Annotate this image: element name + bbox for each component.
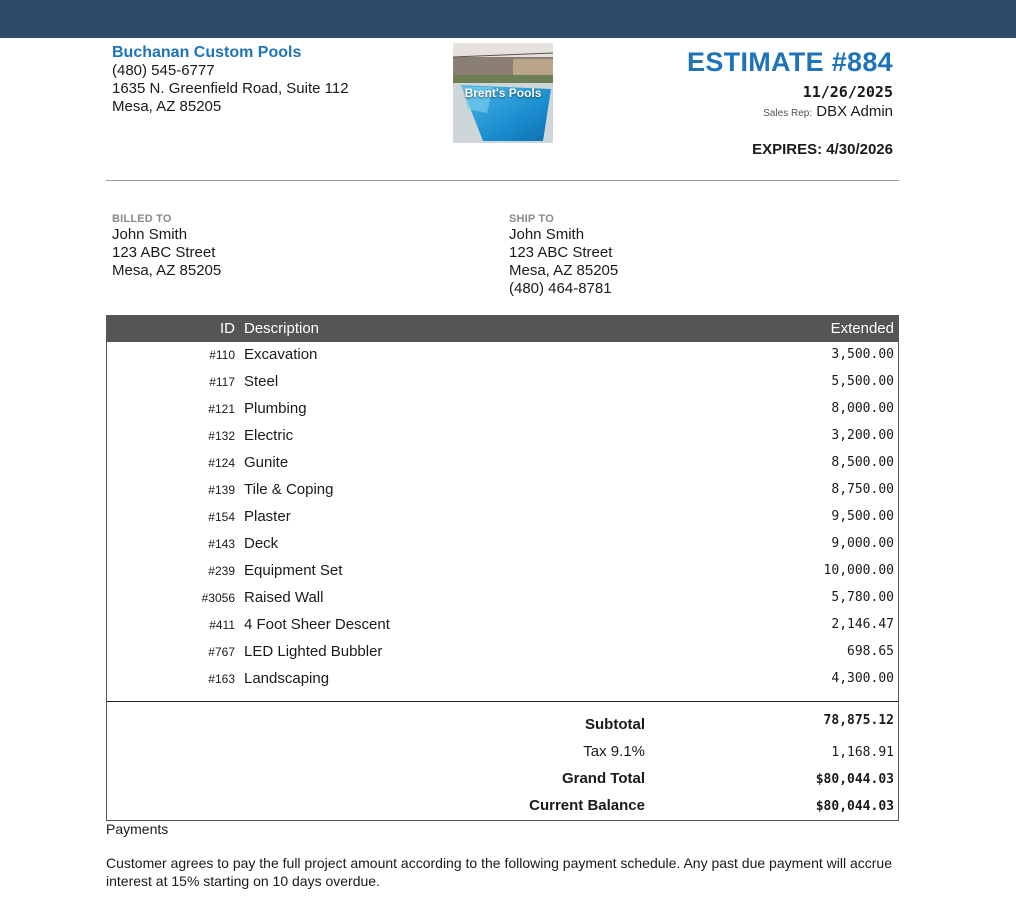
column-header-extended: Extended xyxy=(830,320,894,337)
table-row xyxy=(107,531,898,558)
item-extended: 4,300.00 xyxy=(831,671,894,686)
table-row xyxy=(107,396,898,423)
billed-to-label: BILLED TO xyxy=(112,213,172,225)
table-header xyxy=(107,316,898,342)
subtotal-row xyxy=(107,713,898,743)
item-extended: 10,000.00 xyxy=(823,563,894,578)
tax-row xyxy=(107,743,898,770)
item-extended: 9,500.00 xyxy=(831,509,894,524)
current-balance-label: Current Balance xyxy=(529,797,645,814)
payments-heading: Payments xyxy=(106,821,169,837)
sales-rep-name: DBX Admin xyxy=(816,103,893,120)
table-row xyxy=(107,423,898,450)
item-description: Plumbing xyxy=(244,400,307,417)
payment-terms: Customer agrees to pay the full project amount according to the following payment schedule. Any past due payment will accrue interest at 15% starting on 10 days overdue. xyxy=(106,855,892,889)
item-id: #767 xyxy=(208,645,235,659)
table-row xyxy=(107,639,898,666)
item-description: Plaster xyxy=(244,508,291,525)
item-id: #121 xyxy=(208,402,235,416)
billed-to-name: John Smith xyxy=(112,226,188,243)
table-row xyxy=(107,666,898,693)
current-balance-row xyxy=(107,797,898,824)
item-id: #117 xyxy=(209,375,235,389)
item-id: #239 xyxy=(208,564,235,578)
current-balance-value: $80,044.03 xyxy=(815,799,894,814)
item-extended: 8,000.00 xyxy=(831,401,894,416)
company-name: Buchanan Custom Pools xyxy=(112,44,302,61)
item-extended: 698.65 xyxy=(847,644,894,659)
logo-text: Brent's Pools xyxy=(464,86,542,100)
estimate-date: 11/26/2025 xyxy=(802,83,893,101)
item-id: #411 xyxy=(209,618,235,632)
item-description: Excavation xyxy=(244,346,318,363)
item-description: LED Lighted Bubbler xyxy=(244,643,383,660)
item-extended: 5,500.00 xyxy=(831,374,894,389)
company-logo xyxy=(453,43,553,143)
tax-label: Tax 9.1% xyxy=(583,743,645,760)
table-row xyxy=(107,585,898,612)
top-banner xyxy=(0,0,1016,38)
item-extended: 9,000.00 xyxy=(831,536,894,551)
item-description: Steel xyxy=(244,373,279,390)
estimate-expires: EXPIRES: 4/30/2026 xyxy=(752,141,893,158)
item-extended: 5,780.00 xyxy=(831,590,894,605)
sales-rep xyxy=(687,103,893,123)
estimate-header xyxy=(687,46,893,159)
item-description: Deck xyxy=(244,535,279,552)
grand-total-row xyxy=(107,770,898,797)
item-extended: 3,500.00 xyxy=(831,347,894,362)
column-header-id: ID xyxy=(220,320,235,337)
item-description: Gunite xyxy=(244,454,289,471)
billed-to-block xyxy=(112,212,221,280)
ship-to-label: SHIP TO xyxy=(509,213,555,225)
ship-to-street: 123 ABC Street xyxy=(509,244,613,261)
estimate-title: ESTIMATE #884 xyxy=(687,47,893,77)
item-description: Landscaping xyxy=(244,670,330,687)
ship-to-block xyxy=(509,212,618,298)
item-description: 4 Foot Sheer Descent xyxy=(244,616,390,633)
ship-to-phone: (480) 464-8781 xyxy=(509,280,612,297)
company-address-line1: 1635 N. Greenfield Road, Suite 112 xyxy=(112,80,349,97)
item-description: Tile & Coping xyxy=(244,481,334,498)
item-id: #143 xyxy=(208,537,235,551)
table-row xyxy=(107,612,898,639)
table-row xyxy=(107,504,898,531)
line-items-table xyxy=(106,315,899,821)
table-row xyxy=(107,558,898,585)
item-id: #3056 xyxy=(201,591,235,605)
ship-to-name: John Smith xyxy=(509,226,585,243)
item-id: #163 xyxy=(208,672,235,686)
item-extended: 8,750.00 xyxy=(831,482,894,497)
subtotal-label: Subtotal xyxy=(585,716,645,733)
item-extended: 2,146.47 xyxy=(831,617,894,632)
item-id: #154 xyxy=(208,510,235,524)
item-extended: 8,500.00 xyxy=(831,455,894,470)
grand-total-value: $80,044.03 xyxy=(815,772,894,787)
tax-value: 1,168.91 xyxy=(831,745,894,760)
company-info xyxy=(112,44,349,116)
item-id: #132 xyxy=(208,429,235,443)
company-address-line2: Mesa, AZ 85205 xyxy=(112,98,222,115)
item-id: #139 xyxy=(208,483,235,497)
item-description: Raised Wall xyxy=(244,589,324,606)
sales-rep-label: Sales Rep: xyxy=(763,108,813,119)
grand-total-label: Grand Total xyxy=(561,770,645,787)
company-phone: (480) 545-6777 xyxy=(112,62,215,79)
subtotal-value: 78,875.12 xyxy=(823,713,894,728)
header-divider xyxy=(106,180,899,181)
item-extended: 3,200.00 xyxy=(831,428,894,443)
table-row xyxy=(107,342,898,369)
billed-to-city: Mesa, AZ 85205 xyxy=(112,262,222,279)
totals-divider xyxy=(107,701,898,702)
table-row xyxy=(107,369,898,396)
column-header-description: Description xyxy=(244,320,320,337)
item-id: #124 xyxy=(208,456,235,470)
item-id: #110 xyxy=(209,348,235,362)
table-row xyxy=(107,477,898,504)
item-description: Electric xyxy=(244,427,294,444)
billed-to-street: 123 ABC Street xyxy=(112,244,216,261)
ship-to-city: Mesa, AZ 85205 xyxy=(509,262,619,279)
item-description: Equipment Set xyxy=(244,562,343,579)
table-row xyxy=(107,450,898,477)
